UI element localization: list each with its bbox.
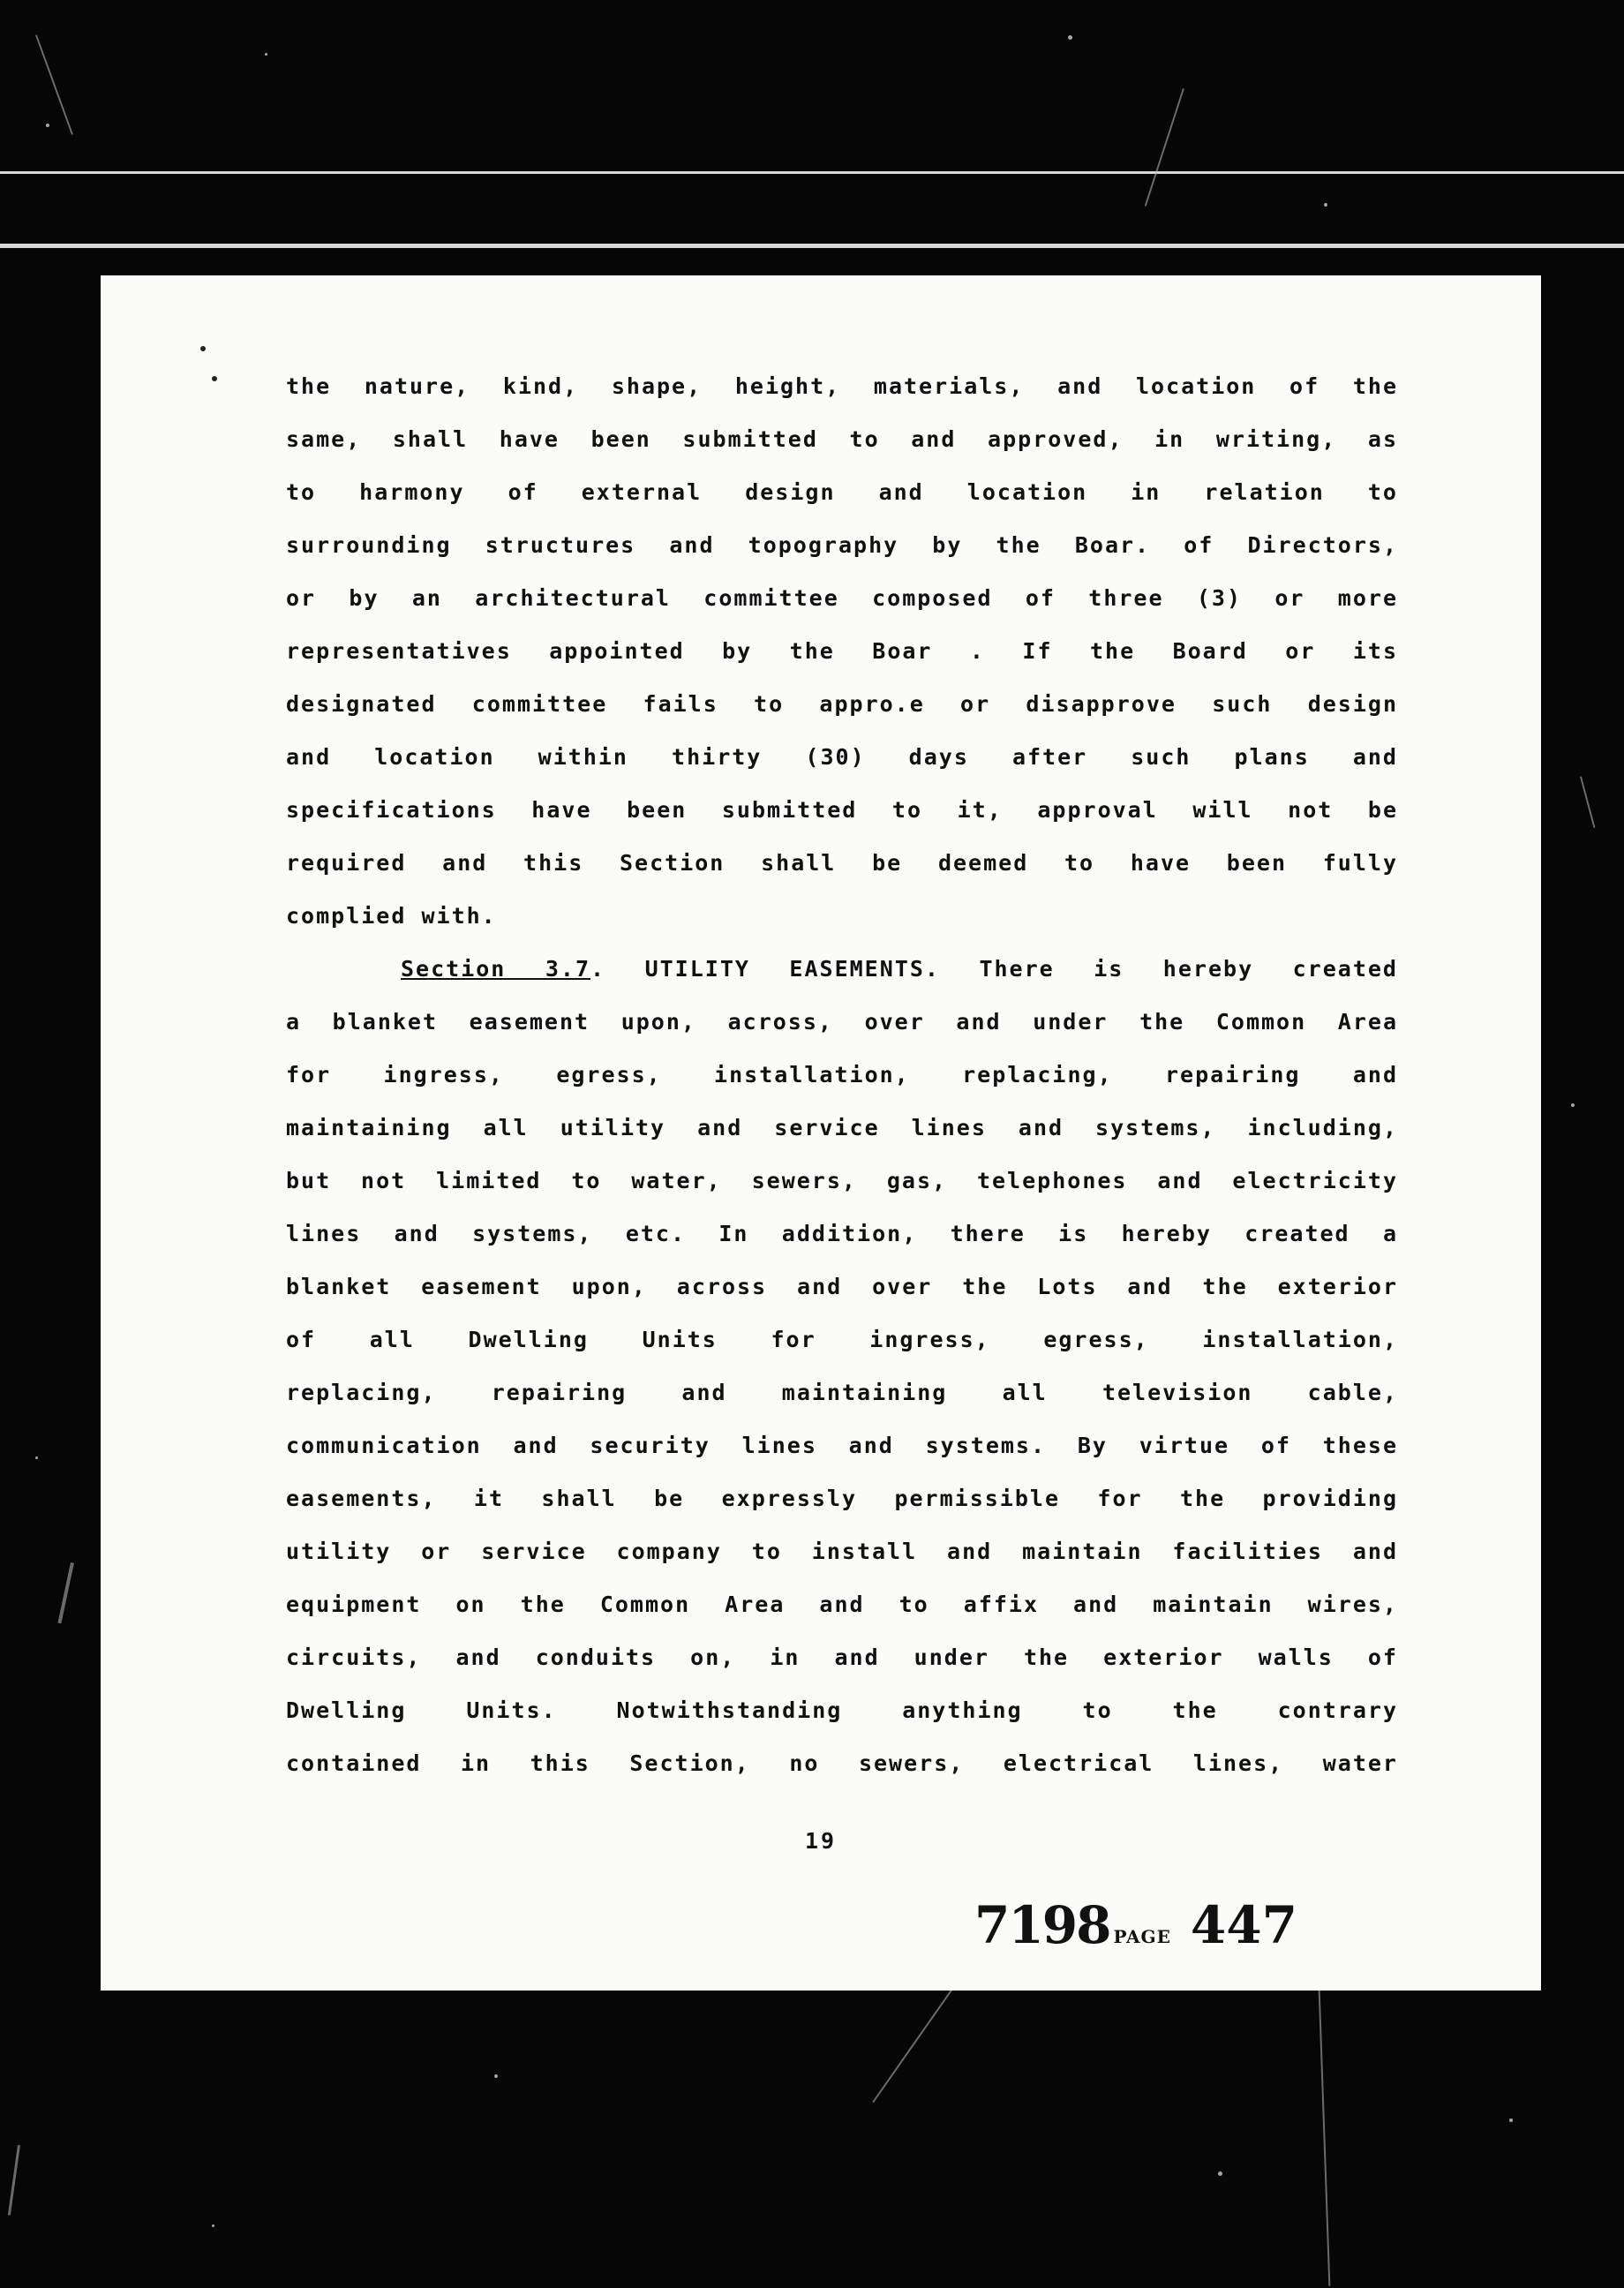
text-line: of all Dwelling Units for ingress, egress, installation, (286, 1327, 1398, 1352)
text-line: and location within thirty (30) days after such plans and (286, 744, 1398, 770)
text-line: equipment on the Common Area and to affix and maintain wires, (286, 1592, 1398, 1617)
text-line: representatives appointed by the Boar . If the Board or its (286, 638, 1398, 664)
text-line: communication and security lines and systems. By virtue of these (286, 1433, 1398, 1458)
text-line: lines and systems, etc. In addition, there is hereby created a (286, 1221, 1398, 1246)
text-line: complied with. (286, 903, 497, 929)
text-line: or by an architectural committee composed of three (3) or more (286, 585, 1398, 611)
text-line: but not limited to water, sewers, gas, telephones and electricity (286, 1168, 1398, 1193)
scan-scratch (872, 1986, 954, 2103)
stamp-page-label: PAGE (1113, 1926, 1171, 1947)
text-line: circuits, and conduits on, in and under the exterior walls of (286, 1644, 1398, 1670)
scan-noise (1509, 2119, 1513, 2122)
scan-noise (212, 2224, 214, 2227)
text-line: utility or service company to install and maintain facilities and (286, 1539, 1398, 1564)
text-line: to harmony of external design and location in relation to (286, 479, 1398, 505)
text-line: easements, it shall be expressly permissible for the providing (286, 1486, 1398, 1511)
scan-noise (1571, 1103, 1575, 1107)
text-line: for ingress, egress, installation, replacing, repairing and (286, 1062, 1398, 1088)
scan-scratch (1145, 88, 1184, 207)
scan-noise (1218, 2171, 1222, 2176)
scan-noise (265, 53, 267, 56)
text-line: same, shall have been submitted to and approved, in writing, as (286, 426, 1398, 452)
document-body (286, 360, 1398, 1790)
stamp-book-number: 7198 (974, 1895, 1110, 1955)
section-heading-text: . UTILITY EASEMENTS. There is hereby created (590, 956, 1398, 982)
text-line: the nature, kind, shape, height, materials, and location of the (286, 373, 1398, 399)
scan-border-line (0, 244, 1624, 248)
stamp-page-number: 447 (1190, 1895, 1297, 1955)
text-line: a blanket easement upon, across, over and under the Common Area (286, 1009, 1398, 1035)
text-line: Dwelling Units. Notwithstanding anything to the contrary (286, 1697, 1398, 1723)
text-line: specifications have been submitted to it, approval will not be (286, 797, 1398, 823)
margin-mark (212, 376, 217, 381)
recording-stamp (974, 1895, 1297, 1955)
section-reference: Section 3.7 (401, 956, 591, 982)
scan-noise (1068, 35, 1072, 40)
scan-noise (46, 124, 49, 127)
section-heading-line (286, 943, 1398, 996)
scan-noise (494, 2074, 498, 2078)
page-number: 19 (804, 1828, 838, 1854)
margin-mark (200, 346, 206, 351)
text-line: maintaining all utility and service lines and systems, including, (286, 1115, 1398, 1140)
text-line: contained in this Section, no sewers, electrical lines, water (286, 1750, 1398, 1776)
scan-scratch (57, 1562, 73, 1623)
document-page (101, 275, 1541, 1991)
scan-scratch (8, 2145, 20, 2216)
scan-noise (1324, 203, 1327, 207)
text-line: required and this Section shall be deemed to have been fully (286, 850, 1398, 876)
text-line: replacing, repairing and maintaining all television cable, (286, 1380, 1398, 1405)
text-line: blanket easement upon, across and over the Lots and the exterior (286, 1274, 1398, 1299)
scan-scratch (1580, 776, 1595, 827)
text-line: surrounding structures and topography by the Boar. of Directors, (286, 532, 1398, 558)
scan-border-line (0, 171, 1624, 174)
scan-scratch (35, 34, 73, 134)
scan-noise (35, 1456, 38, 1459)
text-line: designated committee fails to appro.e or disapprove such design (286, 691, 1398, 717)
